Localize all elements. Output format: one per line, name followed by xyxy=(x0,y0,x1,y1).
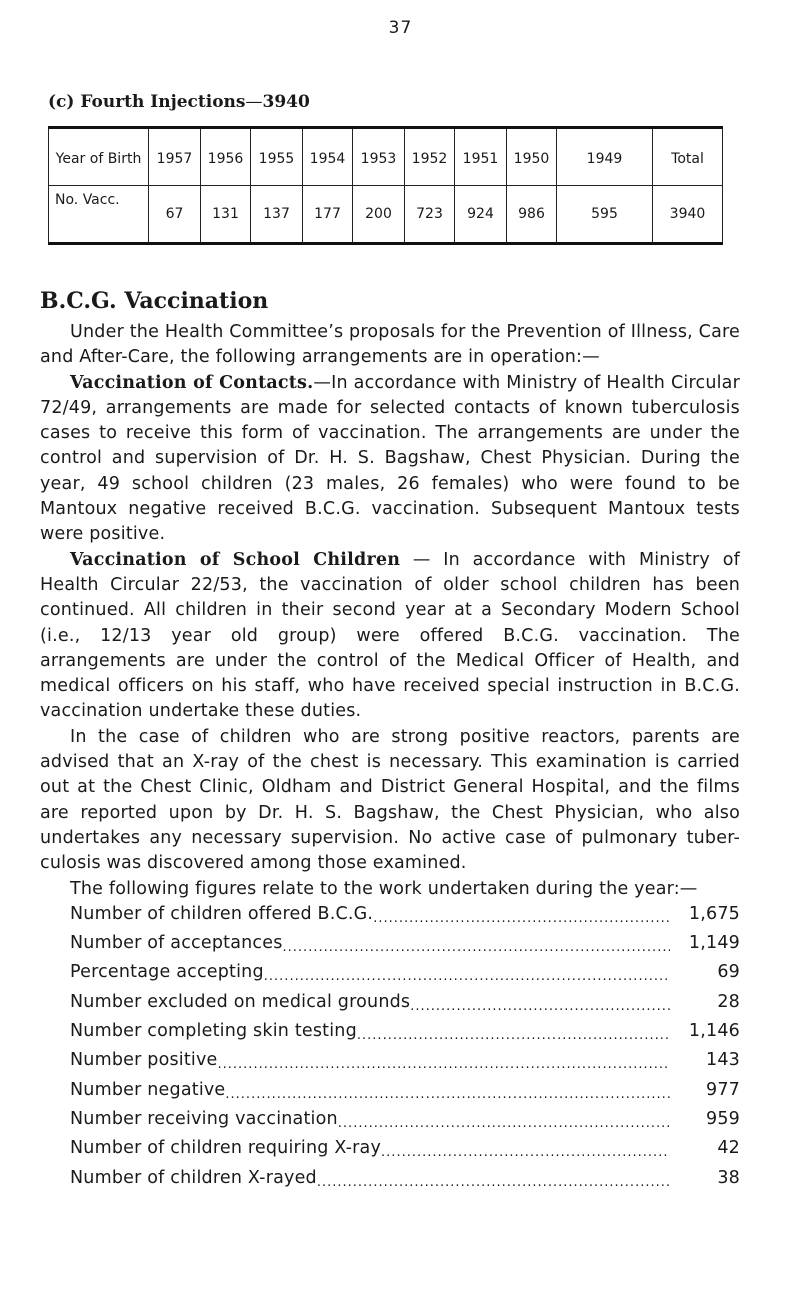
count-cell: 200 xyxy=(353,186,405,244)
school-heading: Vaccination of School Children xyxy=(70,549,401,570)
count-row xyxy=(49,186,723,244)
leader-dots xyxy=(218,1048,670,1077)
list-item xyxy=(40,1107,740,1136)
count-cell: 131 xyxy=(201,186,251,244)
leader-dots xyxy=(264,960,670,989)
year-cell: 1954 xyxy=(303,128,353,186)
stat-label: Number of acceptances xyxy=(70,933,283,954)
stat-label: Number of children requiring X-ray xyxy=(70,1138,382,1159)
list-item xyxy=(40,1078,740,1107)
stat-label: Number receiving vaccination xyxy=(70,1108,338,1129)
section-heading-label: (c) Fourth Injections xyxy=(48,92,246,112)
page-number: 37 xyxy=(388,18,413,38)
list-item xyxy=(40,931,740,960)
count-cell: 67 xyxy=(149,186,201,244)
list-item xyxy=(40,1136,740,1165)
leader-dots xyxy=(381,1136,670,1165)
leader-dots xyxy=(338,1107,670,1136)
list-item xyxy=(40,1019,740,1048)
figures-list xyxy=(40,902,740,1195)
school-paragraph xyxy=(40,548,740,725)
intro-paragraph: Under the Health Committee’s proposals for the Prevention of Illness, Care and After-Care, the following arrangements are in operation:— xyxy=(40,322,740,368)
year-cell: 1952 xyxy=(405,128,455,186)
stat-value: 1,149 xyxy=(688,933,740,954)
stat-label: Number of children offered B.C.G. xyxy=(70,903,374,924)
year-row xyxy=(49,128,723,186)
contacts-paragraph xyxy=(40,371,740,548)
year-cell: Total xyxy=(653,128,723,186)
year-cell: 1957 xyxy=(149,128,201,186)
figures-intro: The following figures relate to the work undertaken during the year:— xyxy=(70,878,698,899)
year-header-cell: Year of Birth xyxy=(49,128,149,186)
bcg-title: B.C.G. Vaccination xyxy=(40,288,269,314)
year-cell: 1956 xyxy=(201,128,251,186)
stat-value: 959 xyxy=(705,1108,740,1129)
count-cell: 177 xyxy=(303,186,353,244)
leader-dots xyxy=(283,931,670,960)
section-heading-separator: — xyxy=(245,92,263,112)
count-cell: 723 xyxy=(405,186,455,244)
count-cell: 924 xyxy=(455,186,507,244)
section-heading xyxy=(48,92,310,112)
list-item xyxy=(40,1166,740,1195)
list-item xyxy=(40,960,740,989)
stat-value: 69 xyxy=(717,962,740,983)
count-cell: 137 xyxy=(251,186,303,244)
stat-label: Number completing skin testing xyxy=(70,1021,357,1042)
leader-dots xyxy=(225,1078,670,1107)
stat-value: 1,675 xyxy=(688,903,740,924)
stat-value: 977 xyxy=(705,1079,740,1100)
bcg-body xyxy=(40,320,740,1195)
stat-value: 28 xyxy=(717,991,740,1012)
stat-label: Number excluded on medical grounds xyxy=(70,991,411,1012)
year-cell: 1953 xyxy=(353,128,405,186)
year-cell: 1949 xyxy=(557,128,653,186)
stat-label: Percentage accepting xyxy=(70,962,264,983)
stat-label: Number negative xyxy=(70,1079,226,1100)
count-cell: 3940 xyxy=(653,186,723,244)
leader-dots xyxy=(373,902,670,931)
leader-dots xyxy=(317,1166,670,1195)
year-cell: 1951 xyxy=(455,128,507,186)
stat-value: 42 xyxy=(717,1138,740,1159)
school-text: — In accordance with Ministry of Health Circular 22/53, the vaccination of older school children has been continued. All children in their second year at a Secondary Modern School (i.e., 12/13 year old group) were offered B.C.G. vaccination. The arrangements are under the control of the Medical Officer of Health, and medical officers on his staff, who have received special instruction in B.C.G. vaccination undertake these duties. xyxy=(40,549,740,722)
count-header-cell: No. Vacc. xyxy=(49,186,149,244)
year-cell: 1955 xyxy=(251,128,303,186)
leader-dots xyxy=(410,990,670,1019)
contacts-text: —In accordance with Ministry of Health Circular 72/49, arrangements are made for selected contacts of known tuberculosis cases to receive this form of vaccination. The arrangements are under the control and supervision of Dr. H. S. Bagshaw, Chest Physician. During the year, 49 school children (23 males, 26 females) who were found to be Mantoux negative received B.C.G. vaccination. Subsequent Mantoux tests were positive. xyxy=(40,372,740,545)
list-item xyxy=(40,1048,740,1077)
stat-value: 1,146 xyxy=(688,1021,740,1042)
count-cell: 595 xyxy=(557,186,653,244)
section-heading-total: 3940 xyxy=(262,92,310,112)
list-item xyxy=(40,902,740,931)
contacts-heading: Vaccination of Contacts. xyxy=(70,372,314,393)
stat-value: 143 xyxy=(705,1050,740,1071)
year-cell: 1950 xyxy=(507,128,557,186)
count-cell: 986 xyxy=(507,186,557,244)
stat-label: Number positive xyxy=(70,1050,218,1071)
stat-label: Number of children X-rayed xyxy=(70,1167,317,1188)
fourth-injections-table xyxy=(48,126,723,245)
list-item xyxy=(40,990,740,1019)
xray-paragraph: In the case of children who are strong positive reactors, parents are advised that an X-ray of the chest is necessary. This examination is carried out at the Chest Clinic, Oldham and District General Hospital, and the films are reported upon by Dr. H. S. Bagshaw, the Chest Physician, who also undertakes any necessary supervision. No active case of pulmonary tuber-culosis was discovered among those examined. xyxy=(40,726,740,874)
stat-value: 38 xyxy=(717,1167,740,1188)
leader-dots xyxy=(357,1019,670,1048)
